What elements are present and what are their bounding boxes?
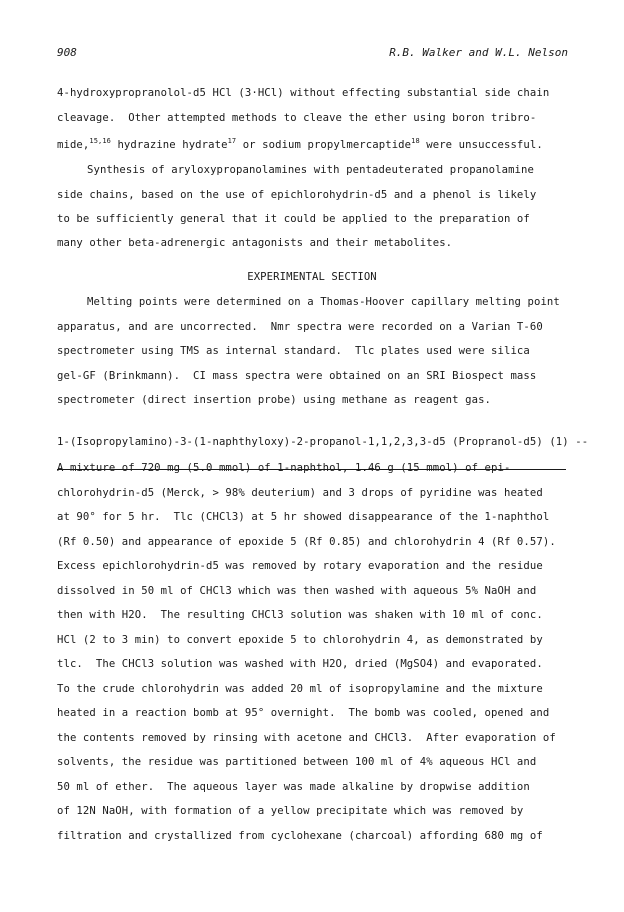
text-fragment: or sodium propylmercaptide [236, 139, 412, 151]
text-line: To the crude chlorohydrin was added 20 ml of isopropylamine and the mixture [57, 683, 543, 695]
text-line: to be sufficiently general that it could be applied to the preparation of [57, 213, 530, 225]
text-line: gel-GF (Brinkmann). CI mass spectra were obtained on an SRI Biospect mass [57, 370, 537, 382]
text-line: then with H2O. The resulting CHCl3 solution was shaken with 10 ml of conc. [57, 609, 543, 621]
section-title: EXPERIMENTAL SECTION [247, 271, 377, 283]
text-fragment: hydrazine hydrate [110, 139, 228, 151]
text-line: solvents, the residue was partitioned between 100 ml of 4% aqueous HCl and [57, 756, 537, 768]
text-line: dissolved in 50 ml of CHCl3 which was then washed with aqueous 5% NaOH and [57, 585, 537, 597]
text-fragment: were unsuccessful. [419, 139, 543, 151]
text-line: (Rf 0.50) and appearance of epoxide 5 (Rf 0.85) and chlorohydrin 4 (Rf 0.57). [57, 536, 556, 548]
text-line: Melting points were determined on a Thomas-Hoover capillary melting point [87, 296, 560, 308]
text-line: spectrometer using TMS as internal standard. Tlc plates used were silica [57, 345, 530, 357]
compound-heading: 1-(Isopropylamino)-3-(1-naphthyloxy)-2-propanol-1,1,2,3,3-d5 (Propranol-d5) (1) -- [57, 436, 589, 448]
text-line: many other beta-adrenergic antagonists and their metabolites. [57, 237, 453, 249]
text-line: Synthesis of aryloxypropanolamines with pentadeuterated propanolamine [87, 164, 534, 176]
text-line: tlc. The CHCl3 solution was washed with H2O, dried (MgSO4) and evaporated. [57, 658, 543, 670]
text-line-with-references [57, 139, 543, 153]
text-line: HCl (2 to 3 min) to convert epoxide 5 to chlorohydrin 4, as demonstrated by [57, 634, 543, 646]
text-line: A mixture of 720 mg (5.0 mmol) of 1-naphthol, 1.46 g (15 mmol) of epi- [57, 462, 511, 474]
text-line: 50 ml of ether. The aqueous layer was made alkaline by dropwise addition [57, 781, 530, 793]
text-line: chlorohydrin-d5 (Merck, > 98% deuterium) and 3 drops of pyridine was heated [57, 487, 543, 499]
text-line: side chains, based on the use of epichlorohydrin-d5 and a phenol is likely [57, 189, 537, 201]
text-line: the contents removed by rinsing with acetone and CHCl3. After evaporation of [57, 732, 556, 744]
text-line: apparatus, and are uncorrected. Nmr spectra were recorded on a Varian T-60 [57, 321, 543, 333]
text-fragment: mide, [57, 139, 90, 151]
text-line: cleavage. Other attempted methods to cleave the ether using boron tribro- [57, 112, 537, 124]
text-line: of 12N NaOH, with formation of a yellow precipitate which was removed by [57, 805, 524, 817]
page-number: 908 [57, 46, 77, 59]
reference-superscript: 18 [411, 137, 420, 145]
text-line: 4-hydroxypropranolol-d5 HCl (3·HCl) without effecting substantial side chain [57, 87, 550, 99]
reference-superscript: 17 [227, 137, 237, 145]
text-line: heated in a reaction bomb at 95° overnight. The bomb was cooled, opened and [57, 707, 550, 719]
text-line: filtration and crystallized from cyclohexane (charcoal) affording 680 mg of [57, 830, 543, 842]
running-header-authors: R.B. Walker and W.L. Nelson [389, 46, 568, 59]
text-line: Excess epichlorohydrin-d5 was removed by rotary evaporation and the residue [57, 560, 543, 572]
reference-superscript: 15,16 [89, 137, 111, 145]
text-line: spectrometer (direct insertion probe) using methane as reagent gas. [57, 394, 492, 406]
text-line: at 90° for 5 hr. Tlc (CHCl3) at 5 hr showed disappearance of the 1-naphthol [57, 511, 550, 523]
